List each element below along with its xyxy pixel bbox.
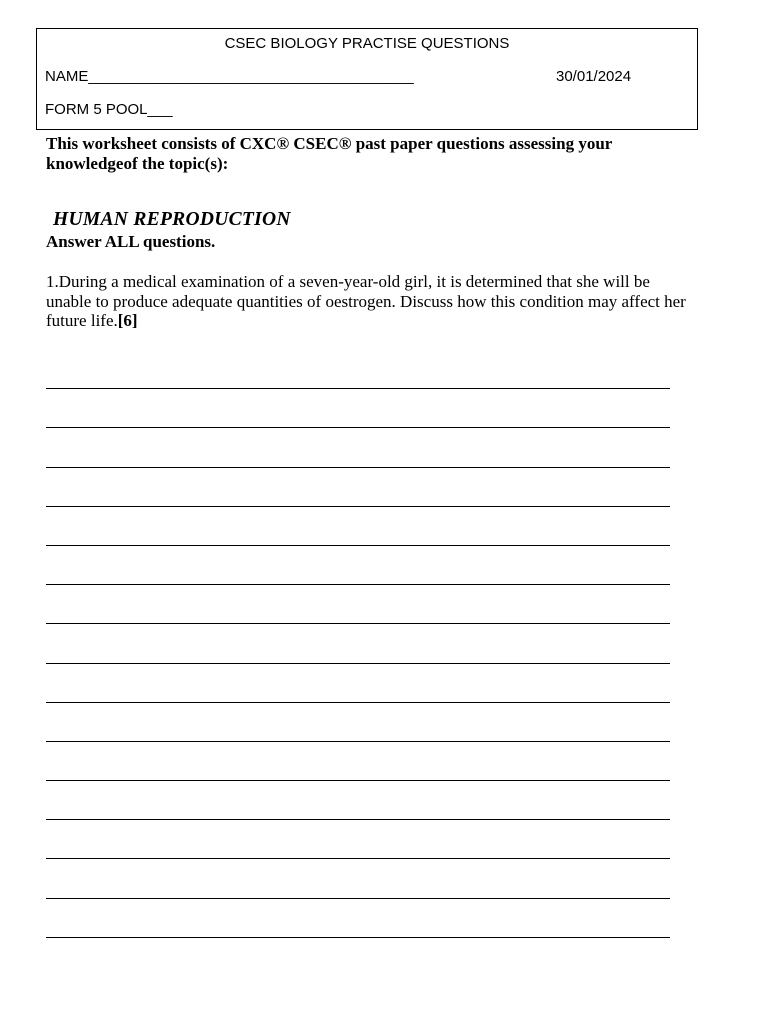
answer-line[interactable] xyxy=(46,428,670,467)
answer-line[interactable] xyxy=(46,585,670,624)
question-1-marks: [6] xyxy=(117,311,138,330)
answer-line[interactable] xyxy=(46,859,670,898)
answer-line[interactable] xyxy=(46,546,670,585)
answer-instruction: Answer ALL questions. xyxy=(46,232,216,251)
answer-lines xyxy=(46,350,670,938)
worksheet-header-box xyxy=(36,28,698,130)
answer-line[interactable] xyxy=(46,742,670,781)
answer-line[interactable] xyxy=(46,781,670,820)
worksheet-intro: This worksheet consists of CXC® CSEC® past paper questions assessing your knowledgeof the topic(s): xyxy=(46,134,613,173)
answer-line[interactable] xyxy=(46,820,670,859)
form-class-field: FORM 5 POOL___ xyxy=(45,101,173,118)
answer-line[interactable] xyxy=(46,389,670,428)
question-1-text: 1.During a medical examination of a seven-year-old girl, it is determined that she will be unable to produce adequate quantities of oestrogen. Discuss how this condition may affect her future life. xyxy=(46,272,686,330)
answer-line[interactable] xyxy=(46,703,670,742)
answer-line[interactable] xyxy=(46,350,670,389)
answer-line[interactable] xyxy=(46,468,670,507)
worksheet-title: CSEC BIOLOGY PRACTISE QUESTIONS xyxy=(224,35,510,52)
student-name-field: NAME_______________________________________ xyxy=(45,68,414,85)
topic-heading: HUMAN REPRODUCTION xyxy=(53,209,291,230)
question-1 xyxy=(46,272,686,331)
answer-line[interactable] xyxy=(46,899,670,938)
answer-line[interactable] xyxy=(46,507,670,546)
worksheet-date: 30/01/2024 xyxy=(556,68,632,85)
answer-line[interactable] xyxy=(46,664,670,703)
answer-line[interactable] xyxy=(46,624,670,663)
